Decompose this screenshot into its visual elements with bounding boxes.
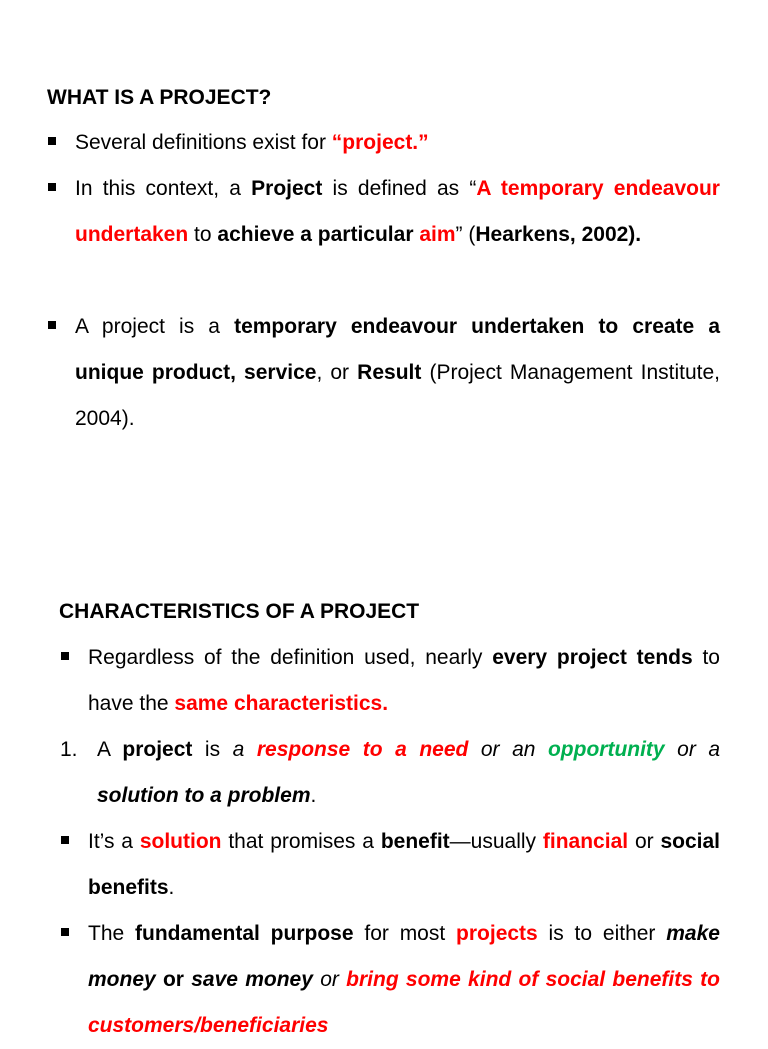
bold-make-money: make money bbox=[88, 922, 720, 991]
text: is to either bbox=[537, 922, 667, 945]
bold-project: project bbox=[122, 738, 193, 761]
text: . bbox=[168, 876, 175, 899]
text: ” ( bbox=[455, 223, 476, 246]
square-bullet-icon bbox=[48, 304, 56, 350]
bullet-solution-benefit bbox=[88, 819, 720, 911]
bold-project: Project bbox=[251, 177, 323, 200]
bold-save-money: save money bbox=[191, 968, 313, 991]
bold-achieve: achieve a particular bbox=[217, 223, 414, 246]
text: is defined as “ bbox=[322, 177, 477, 200]
text: to bbox=[188, 223, 218, 246]
bold-or: or bbox=[155, 968, 192, 991]
highlight-social-benefits: bring some kind of social benefits to customers/beneficiaries bbox=[88, 968, 721, 1037]
text: It’s a bbox=[88, 830, 140, 853]
section-title-what-is-a-project: WHAT IS A PROJECT? bbox=[47, 86, 272, 109]
highlight-solution: solution bbox=[139, 830, 222, 853]
citation-pmi: (Project Management Institute, 2004). bbox=[75, 361, 720, 430]
italic-text: or a bbox=[664, 738, 721, 761]
bold-social-benefits: social benefits bbox=[88, 830, 721, 899]
bold-temporary-endeavour: temporary endeavour undertaken to create a unique product, service bbox=[75, 315, 720, 384]
text: to have the bbox=[88, 646, 720, 715]
highlight-temporary-endeavour: A temporary endeavour undertaken bbox=[75, 177, 720, 246]
highlight-response-to-need: response to a need bbox=[256, 738, 469, 761]
text: A bbox=[97, 738, 123, 761]
italic-text: a bbox=[232, 738, 257, 761]
numbered-item-response-to-need bbox=[60, 727, 721, 819]
text: Several definitions exist for bbox=[75, 131, 332, 154]
text: is bbox=[192, 738, 233, 761]
citation-hearkens: Hearkens, 2002). bbox=[475, 223, 642, 246]
bold-result: Result bbox=[357, 361, 422, 384]
text: —usually bbox=[449, 830, 543, 853]
highlight-project: “project.” bbox=[331, 131, 429, 154]
square-bullet-icon bbox=[61, 911, 69, 957]
text: The bbox=[88, 922, 136, 945]
bold-benefit: benefit bbox=[380, 830, 450, 853]
section-title-characteristics: CHARACTERISTICS OF A PROJECT bbox=[59, 600, 420, 623]
text: . bbox=[310, 784, 317, 807]
italic-text: or bbox=[312, 968, 347, 991]
highlight-financial: financial bbox=[542, 830, 629, 853]
text: for most bbox=[353, 922, 457, 945]
bullet-fundamental-purpose bbox=[88, 911, 720, 1049]
bold-every-project: every project tends bbox=[492, 646, 693, 669]
bold-solution-to-problem: solution to a problem bbox=[97, 784, 311, 807]
bullet-definitions-exist bbox=[75, 120, 720, 166]
list-number: 1. bbox=[60, 738, 78, 761]
highlight-opportunity: opportunity bbox=[547, 738, 665, 761]
square-bullet-icon bbox=[48, 120, 56, 166]
text: , or bbox=[316, 361, 358, 384]
bullet-project-defined bbox=[75, 166, 720, 258]
highlight-aim: aim bbox=[419, 223, 456, 246]
highlight-projects: projects bbox=[456, 922, 538, 945]
highlight-same-characteristics: same characteristics. bbox=[174, 692, 389, 715]
square-bullet-icon bbox=[61, 635, 69, 681]
text: Regardless of the definition used, nearly bbox=[88, 646, 493, 669]
text: that promises a bbox=[221, 830, 381, 853]
bullet-pmi-definition bbox=[75, 304, 720, 442]
text: A project is a bbox=[75, 315, 235, 338]
square-bullet-icon bbox=[61, 819, 69, 865]
bullet-same-characteristics bbox=[88, 635, 720, 727]
text: In this context, a bbox=[75, 177, 252, 200]
italic-text: or an bbox=[468, 738, 548, 761]
bold-fundamental-purpose: fundamental purpose bbox=[135, 922, 354, 945]
text: or bbox=[628, 830, 661, 853]
square-bullet-icon bbox=[48, 166, 56, 212]
